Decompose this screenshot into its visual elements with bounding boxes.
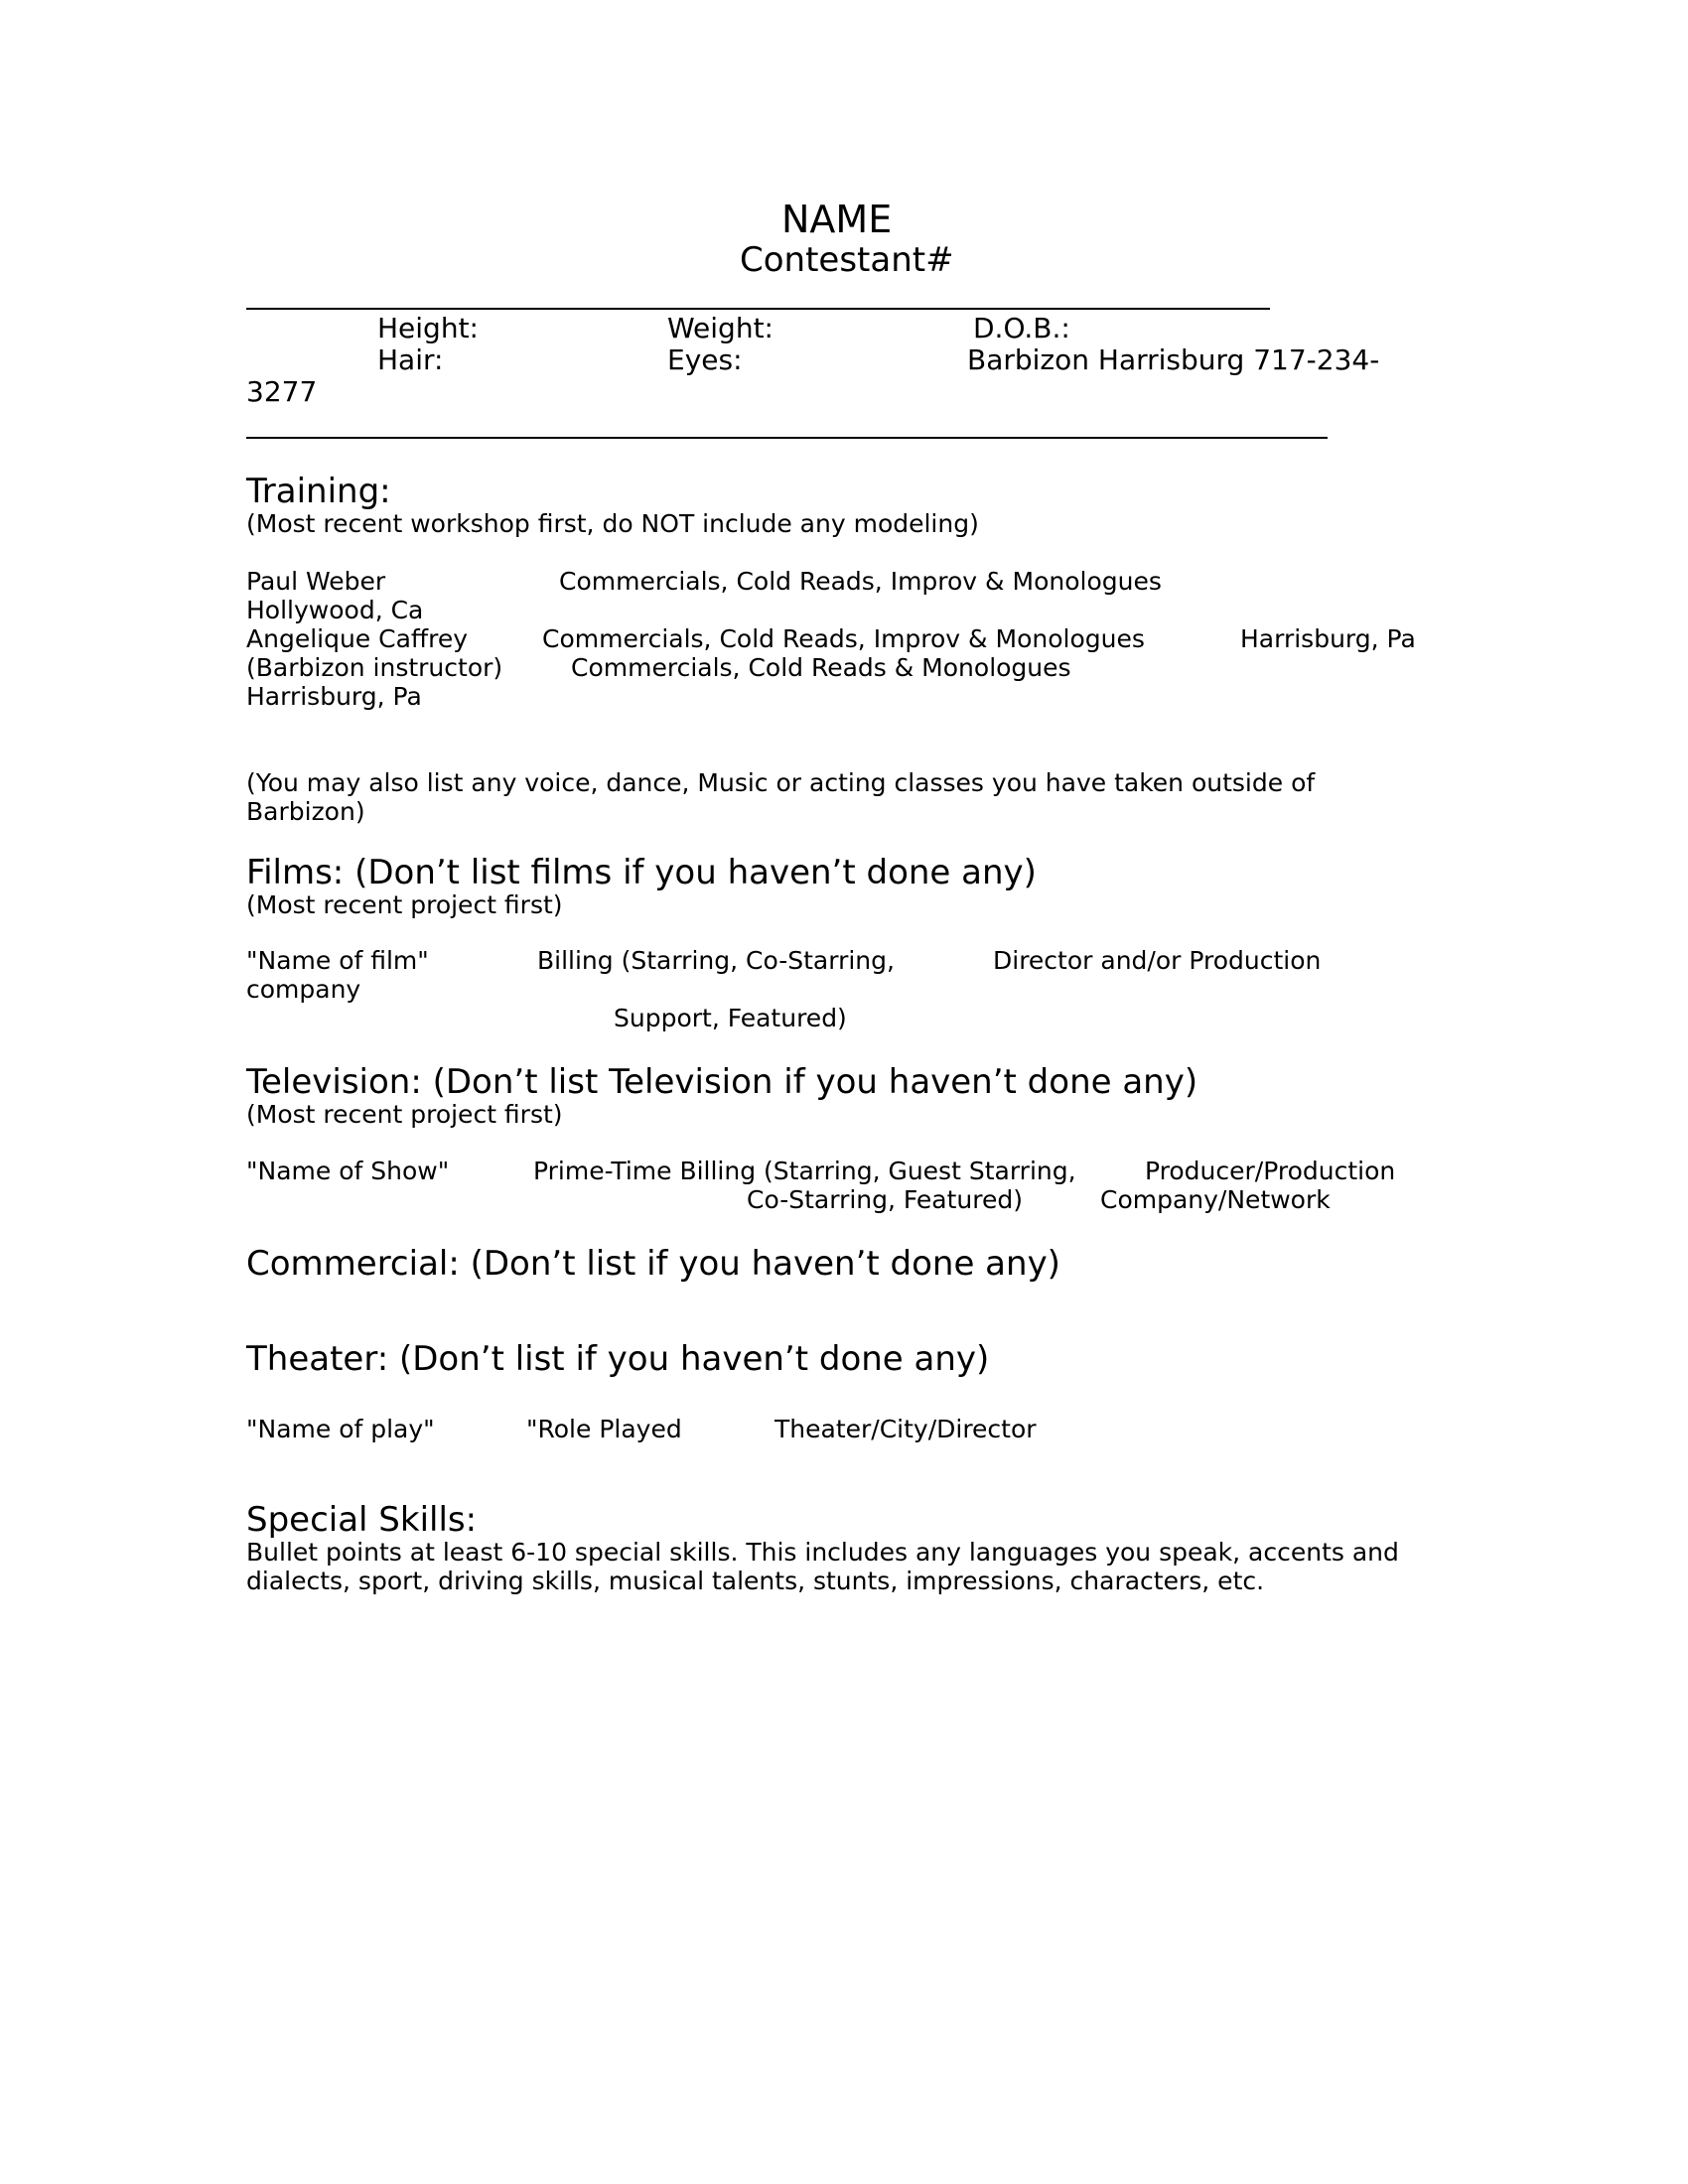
- television-producer-column: Producer/Production: [1145, 1157, 1396, 1185]
- training-entry-location: Harrisburg, Pa: [246, 682, 422, 711]
- agency-contact-wrap: 3277: [246, 375, 318, 408]
- films-heading: Films: (Don’t list films if you haven’t done any): [246, 853, 1037, 892]
- training-entry-classes: Commercials, Cold Reads, Improv & Monologues: [542, 624, 1145, 653]
- training-entry-name: (Barbizon instructor): [246, 653, 503, 682]
- films-director-column-wrap: company: [246, 975, 361, 1004]
- training-entry-name: Paul Weber: [246, 567, 386, 596]
- top-divider: [246, 308, 1270, 310]
- theater-heading: Theater: (Don’t list if you haven’t done any): [246, 1339, 990, 1379]
- agency-contact: Barbizon Harrisburg 717-234-: [967, 343, 1380, 376]
- bottom-divider: [246, 437, 1328, 439]
- theater-role-column: "Role Played: [526, 1415, 682, 1443]
- weight-label: Weight:: [667, 312, 774, 344]
- television-heading: Television: (Don’t list Television if you haven’t done any): [246, 1062, 1198, 1102]
- theater-director-column: Theater/City/Director: [774, 1415, 1037, 1443]
- training-extra-note: (You may also list any voice, dance, Music or acting classes you have taken outside of: [246, 768, 1316, 797]
- dob-label: D.O.B.:: [973, 312, 1070, 344]
- films-note: (Most recent project first): [246, 890, 563, 919]
- training-entry-classes: Commercials, Cold Reads & Monologues: [571, 653, 1071, 682]
- films-billing-column: Billing (Starring, Co-Starring,: [537, 946, 895, 975]
- eyes-label: Eyes:: [667, 343, 743, 376]
- skills-description: Bullet points at least 6-10 special skills. This includes any languages you speak, accents and: [246, 1538, 1399, 1567]
- television-note: (Most recent project first): [246, 1100, 563, 1129]
- skills-heading: Special Skills:: [246, 1500, 478, 1540]
- training-entry-name: Angelique Caffrey: [246, 624, 469, 653]
- television-billing-column: Prime-Time Billing (Starring, Guest Starring,: [533, 1157, 1076, 1185]
- commercial-heading: Commercial: (Don’t list if you haven’t done any): [246, 1244, 1060, 1284]
- films-director-column: Director and/or Production: [993, 946, 1322, 975]
- contestant-number: Contestant#: [740, 240, 954, 280]
- training-entry-location: Harrisburg, Pa: [1240, 624, 1416, 653]
- training-entry-location: Hollywood, Ca: [246, 596, 424, 624]
- hair-label: Hair:: [377, 343, 444, 376]
- television-producer-column-wrap: Company/Network: [1100, 1185, 1331, 1214]
- resume-name: NAME: [781, 198, 893, 241]
- films-billing-column-wrap: Support, Featured): [614, 1004, 847, 1032]
- training-extra-note-wrap: Barbizon): [246, 797, 365, 826]
- training-entry-classes: Commercials, Cold Reads, Improv & Monologues: [559, 567, 1162, 596]
- television-name-column: "Name of Show": [246, 1157, 450, 1185]
- training-note: (Most recent workshop first, do NOT include any modeling): [246, 509, 979, 538]
- theater-play-column: "Name of play": [246, 1415, 435, 1443]
- height-label: Height:: [377, 312, 479, 344]
- skills-description-wrap: dialects, sport, driving skills, musical talents, stunts, impressions, characters, etc.: [246, 1567, 1265, 1595]
- training-heading: Training:: [246, 472, 391, 511]
- television-billing-column-wrap: Co-Starring, Featured): [747, 1185, 1023, 1214]
- films-name-column: "Name of film": [246, 946, 429, 975]
